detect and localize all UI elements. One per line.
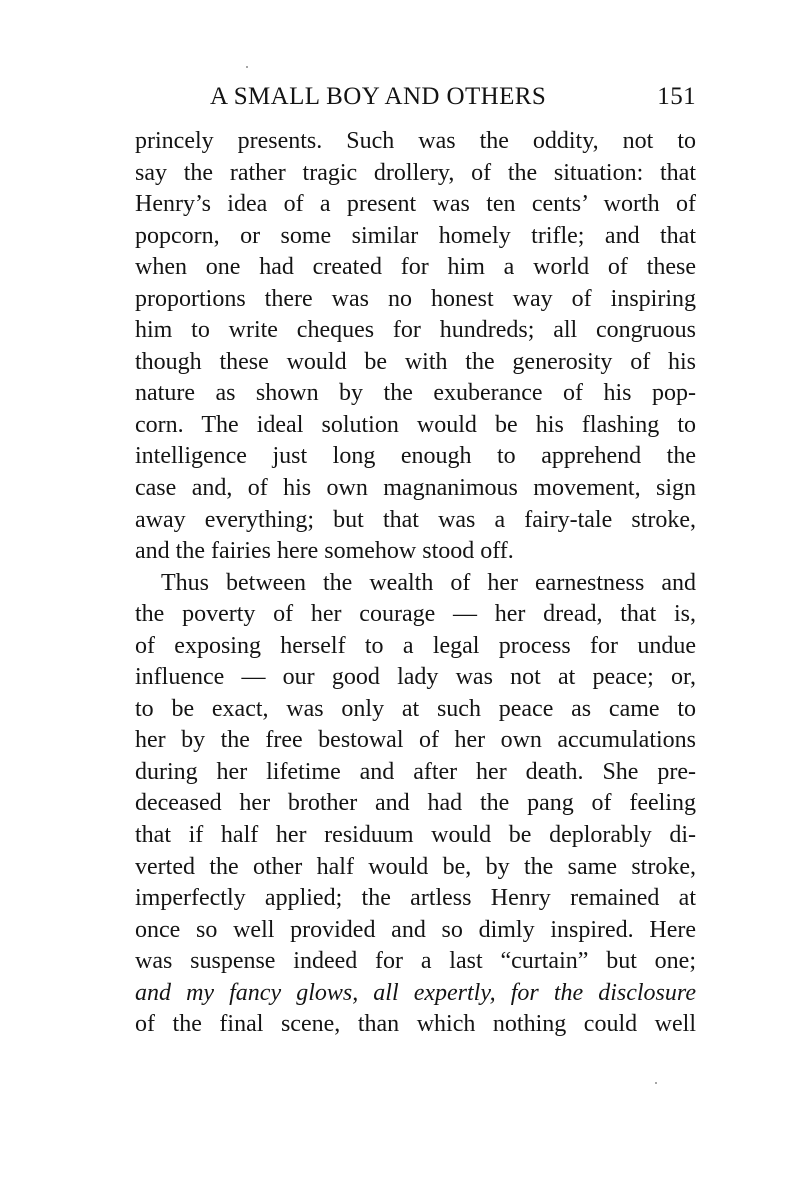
text-line: him to write cheques for hundreds; all congruous [135,317,696,344]
paragraph-2 [135,568,696,1041]
running-title: A SMALL BOY AND OTHERS [210,83,547,110]
text-line: and the fairies here somehow stood off. [135,538,514,565]
page-number: 151 [657,83,696,110]
text-line: when one had created for him a world of these [135,254,696,281]
text-line: corn. The ideal solution would be his flashing to [135,411,696,438]
text-line: influence — our good lady was not at peace; or, [135,664,696,691]
text-line: proportions there was no honest way of inspiring [135,285,696,312]
scan-speck [246,66,248,68]
text-line: imperfectly applied; the artless Henry remained at [135,885,696,912]
scan-speck [655,1082,657,1084]
text-line: the poverty of her courage — her dread, that is, [135,601,696,628]
text-line: though these would be with the generosity of his [135,348,696,375]
text-line: of exposing herself to a legal process for undue [135,632,696,659]
text-line: her by the free bestowal of her own accumulations [135,727,696,754]
paragraph-1 [135,126,696,568]
italic-run: and my fancy glows, all expertly, for the disclosure [135,979,696,1006]
text-line: intelligence just long enough to apprehend the [135,443,696,470]
text-line: Henry’s idea of a present was ten cents’ worth of [135,191,696,218]
text-line: of the final scene, than which nothing could well [135,1011,696,1038]
text-line: deceased her brother and had the pang of feeling [135,790,696,817]
text-line: nature as shown by the exuberance of his pop- [135,380,696,407]
text-line: Thus between the wealth of her earnestness and [161,569,696,596]
running-header [210,79,696,115]
text-line: say the rather tragic drollery, of the situation: that [135,159,696,186]
text-line: to be exact, was only at such peace as came to [135,695,696,722]
body-text [135,126,696,1041]
text-line-italic [135,978,696,1010]
text-line: case and, of his own magnanimous movement, sign [135,475,696,502]
text-line: once so well provided and so dimly inspired. Here [135,916,696,943]
text-line: popcorn, or some similar homely trifle; and that [135,222,696,249]
text-line: verted the other half would be, by the same stroke, [135,853,696,880]
text-line: that if half her residuum would be deplorably di- [135,822,696,849]
text-line: was suspense indeed for a last “curtain” but one; [135,948,696,975]
text-line: during her lifetime and after her death. She pre- [135,758,696,785]
text-line: princely presents. Such was the oddity, not to [135,128,696,154]
text-line: away everything; but that was a fairy-tale stroke, [135,506,696,533]
